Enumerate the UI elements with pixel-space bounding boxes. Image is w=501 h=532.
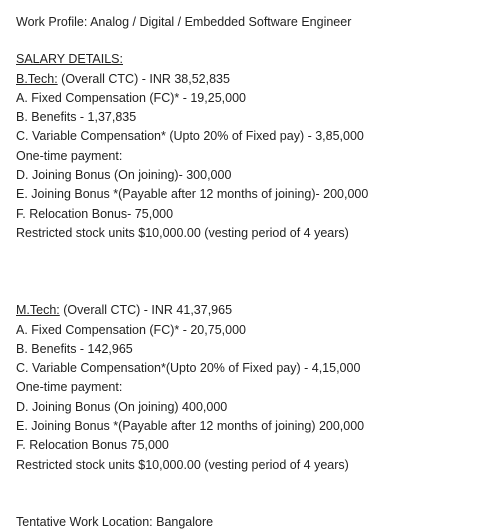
mtech-benefits: B. Benefits - 142,965 bbox=[16, 341, 133, 356]
btech-benefits: B. Benefits - 1,37,835 bbox=[16, 110, 137, 125]
mtech-joining-bonus-on-joining: D. Joining Bonus (On joining) 400,000 bbox=[16, 399, 228, 414]
mtech-joining-bonus-after-12-months: E. Joining Bonus *(Payable after 12 months of joining) 200,000 bbox=[16, 419, 365, 434]
btech-one-time-payment: One-time payment: bbox=[16, 148, 123, 163]
work-profile: Work Profile: Analog / Digital / Embedded Software Engineer bbox=[16, 15, 352, 29]
btech-ctc: (Overall CTC) - INR 38,52,835 bbox=[57, 71, 230, 86]
btech-fixed-compensation: A. Fixed Compensation (FC)* - 19,25,000 bbox=[16, 90, 246, 105]
btech-joining-bonus-on-joining: D. Joining Bonus (On joining)- 300,000 bbox=[16, 168, 232, 183]
btech-degree: B.Tech: bbox=[16, 71, 58, 86]
document bbox=[16, 13, 496, 532]
spacer bbox=[16, 243, 496, 301]
btech-joining-bonus-after-12-months: E. Joining Bonus *(Payable after 12 months of joining)- 200,000 bbox=[16, 187, 369, 202]
mtech-ctc: (Overall CTC) - INR 41,37,965 bbox=[59, 303, 233, 318]
mtech-relocation-bonus: F. Relocation Bonus 75,000 bbox=[16, 438, 169, 453]
mtech-variable-compensation: C. Variable Compensation*(Upto 20% of Fixed pay) - 4,15,000 bbox=[16, 361, 361, 376]
btech-relocation-bonus: F. Relocation Bonus- 75,000 bbox=[16, 206, 174, 221]
btech-variable-compensation: C. Variable Compensation* (Upto 20% of Fixed pay) - 3,85,000 bbox=[16, 129, 364, 144]
mtech-one-time-payment: One-time payment: bbox=[16, 380, 123, 395]
mtech-ctc-line bbox=[16, 301, 496, 320]
salary-details-heading: SALARY DETAILS: bbox=[16, 52, 123, 67]
mtech-degree: M.Tech: bbox=[16, 303, 60, 318]
btech-restricted-stock-units: Restricted stock units $10,000.00 (vesting period of 4 years) bbox=[16, 225, 349, 240]
spacer bbox=[16, 475, 496, 513]
work-location: Tentative Work Location: Bangalore bbox=[16, 514, 214, 529]
mtech-restricted-stock-units: Restricted stock units $10,000.00 (vesting period of 4 years) bbox=[16, 457, 349, 472]
btech-ctc-line bbox=[16, 70, 496, 89]
mtech-fixed-compensation: A. Fixed Compensation (FC)* - 20,75,000 bbox=[16, 322, 246, 337]
